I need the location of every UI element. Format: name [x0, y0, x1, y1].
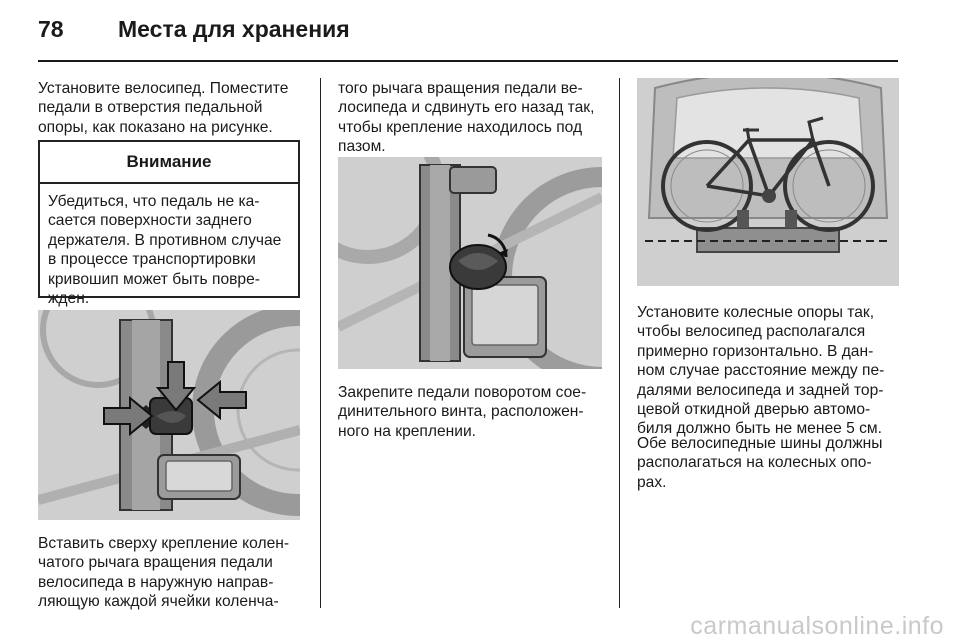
col1-caption-text: Вставить сверху крепление колен- чатого рычага вращения педали велосипеда в наружную направ- ляющую каждой ячейки коленча- [38, 535, 290, 611]
notice-title: Внимание [40, 142, 298, 184]
page-number: 78 [38, 16, 64, 42]
col2-caption-text: Закрепите педали поворотом сое- динительного винта, расположен- ного на креплении. [338, 384, 587, 440]
figure-pedal-screw [338, 157, 602, 369]
col3-paragraph-2: Обе велосипедные шины должны располагаться на колесных опо- рах. [637, 435, 883, 491]
col2-intro-text: того рычага вращения педали ве- лосипеда и сдвинуть его назад так, чтобы крепление находилось под пазом. [338, 80, 595, 156]
page-title: Места для хранения [118, 16, 350, 42]
col3-paragraph-1: Установите колесные опоры так, чтобы велосипед располагался примерно горизонтально. В дан- ном случае расстояние между пе- далями велосипеда и задней тор- цевой откидной дверью автомо- биля должно быть не менее 5 см. [637, 304, 885, 438]
column-divider-2 [619, 78, 620, 608]
notice-body: Убедиться, что педаль не ка- сается поверхности заднего держателя. В противном случае в процессе транспортировки кривошип может быть повре- жден. [48, 193, 282, 308]
watermark: carmanualsonline.info [690, 612, 944, 640]
figure-bike-on-carrier [637, 78, 899, 286]
column-divider-1 [320, 78, 321, 608]
figure-pedal-mount-arrows [38, 310, 300, 520]
header-rule [38, 60, 898, 62]
col1-intro-text: Установите велосипед. Поместите педали в отверстия педальной опоры, как показано на рисунке. [38, 80, 289, 136]
notice-box [38, 140, 300, 308]
